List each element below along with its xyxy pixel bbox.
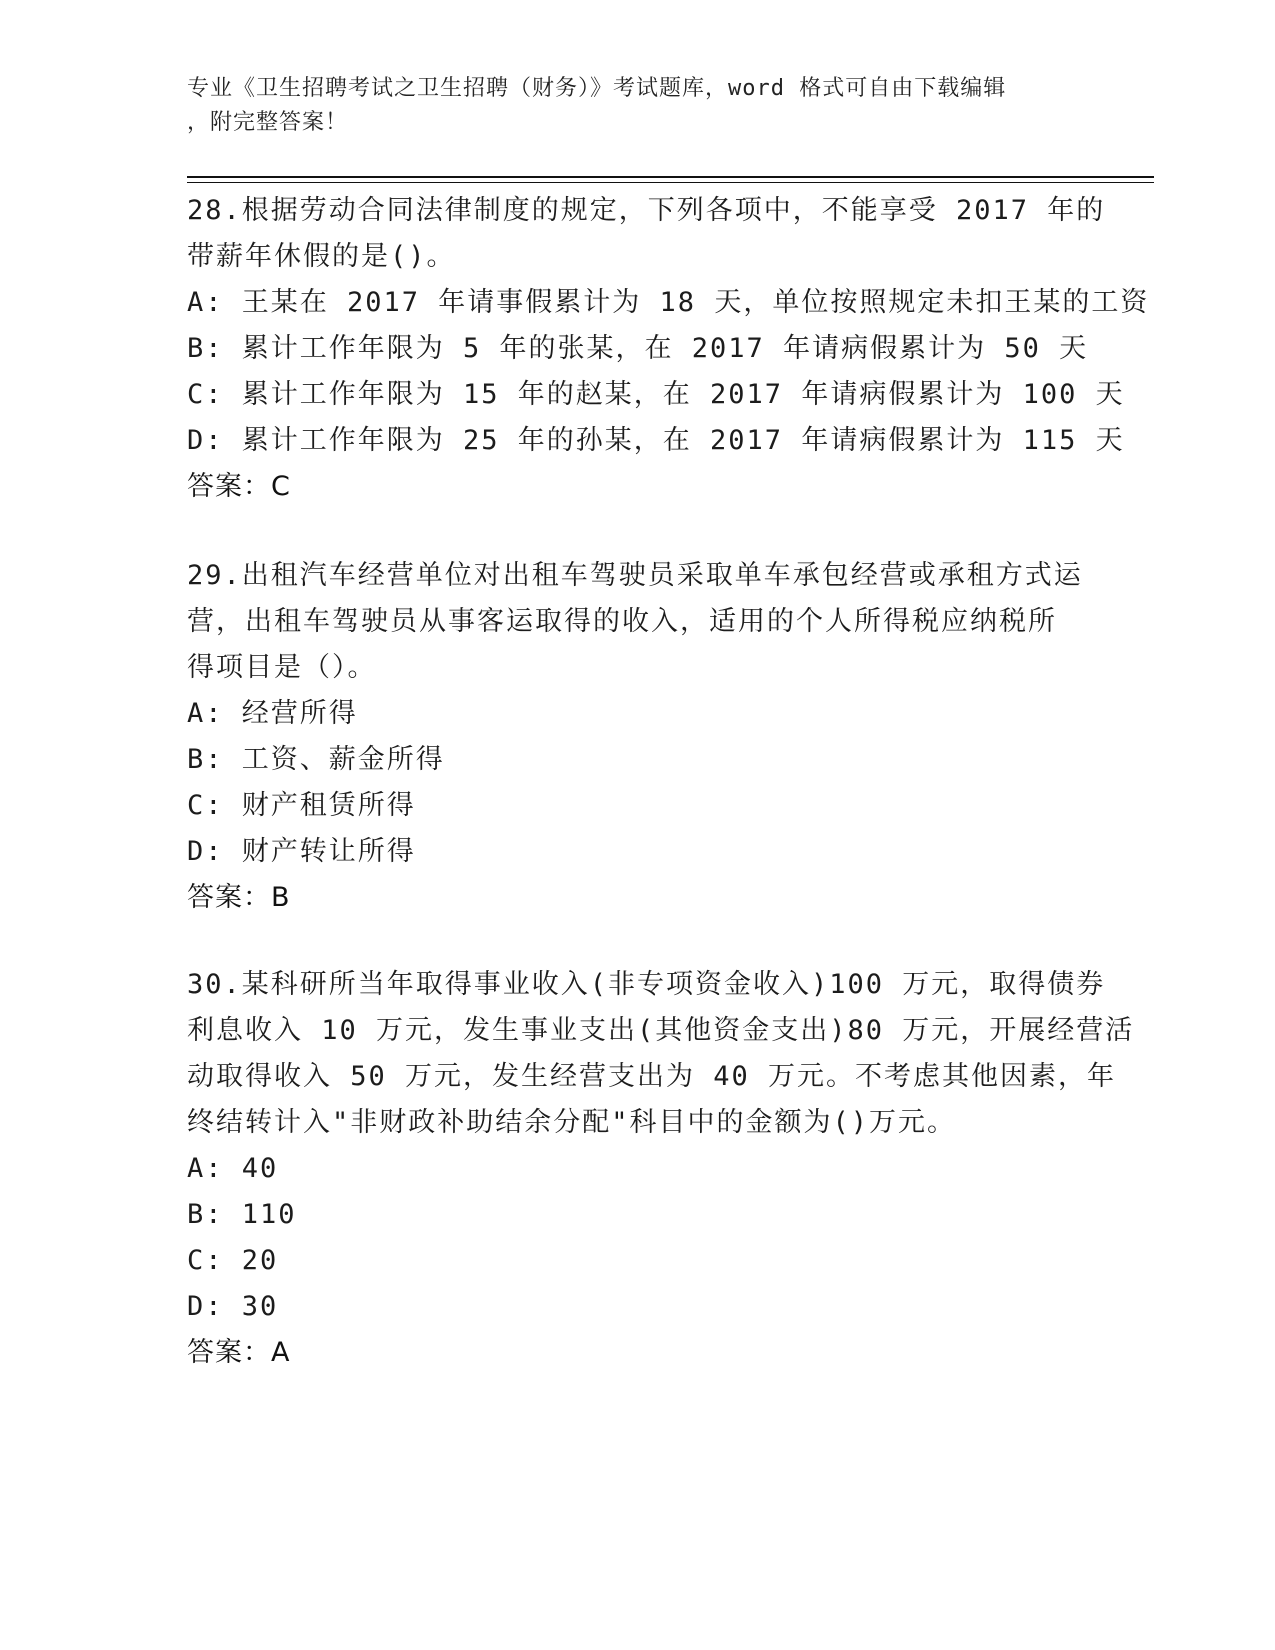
question-stem [187,962,1135,1146]
question-stem-line: 30.某科研所当年取得事业收入(非专项资金收入)100 万元，取得债券 [187,969,1106,1000]
header-line-2: ，附完整答案！ [187,110,349,135]
answer-label: 答案：A [187,1337,291,1368]
answer-label: 答案：C [187,471,291,502]
option-b: B: 工资、薪金所得 [187,744,445,775]
question-30 [187,962,1135,1376]
option-a: A: 经营所得 [187,698,358,729]
question-stem-line: 29.出租汽车经营单位对出租车驾驶员采取单车承包经营或承租方式运 [187,560,1083,591]
question-stem-line: 动取得收入 50 万元，发生经营支出为 40 万元。不考虑其他因素，年 [187,1061,1117,1092]
option-d: D: 30 [187,1291,279,1322]
question-stem-line: 带薪年休假的是()。 [187,241,456,272]
option-c: C: 累计工作年限为 15 年的赵某，在 2017 年请病假累计为 100 天 [187,379,1125,410]
option-d: D: 累计工作年限为 25 年的孙某，在 2017 年请病假累计为 115 天 [187,425,1125,456]
question-stem [187,188,1106,280]
option-c: C: 财产租赁所得 [187,790,416,821]
header-line-1: 专业《卫生招聘考试之卫生招聘（财务）》考试题库，word 格式可自由下载编辑 [187,76,1007,101]
question-stem-line: 终结转计入"非财政补助结余分配"科目中的金额为()万元。 [187,1107,957,1138]
question-stem-line: 得项目是（）。 [187,652,377,683]
answer-label: 答案：B [187,882,291,913]
document-header [187,72,1067,140]
option-a: A: 王某在 2017 年请事假累计为 18 天，单位按照规定未扣王某的工资 [187,287,1150,318]
question-stem-line: 营，出租车驾驶员从事客运取得的收入，适用的个人所得税应纳税所 [187,606,1057,637]
header-divider-thick [187,176,1154,178]
option-b: B: 110 [187,1199,297,1230]
question-29 [187,553,1087,921]
option-c: C: 20 [187,1245,279,1276]
question-28 [187,188,1150,510]
question-stem [187,553,1087,691]
header-divider-thin [187,182,1154,183]
option-d: D: 财产转让所得 [187,836,416,867]
option-a: A: 40 [187,1153,279,1184]
question-stem-line: 28.根据劳动合同法律制度的规定，下列各项中，不能享受 2017 年的 [187,195,1106,226]
question-stem-line: 利息收入 10 万元，发生事业支出(其他资金支出)80 万元，开展经营活 [187,1015,1135,1046]
option-b: B: 累计工作年限为 5 年的张某，在 2017 年请病假累计为 50 天 [187,333,1089,364]
